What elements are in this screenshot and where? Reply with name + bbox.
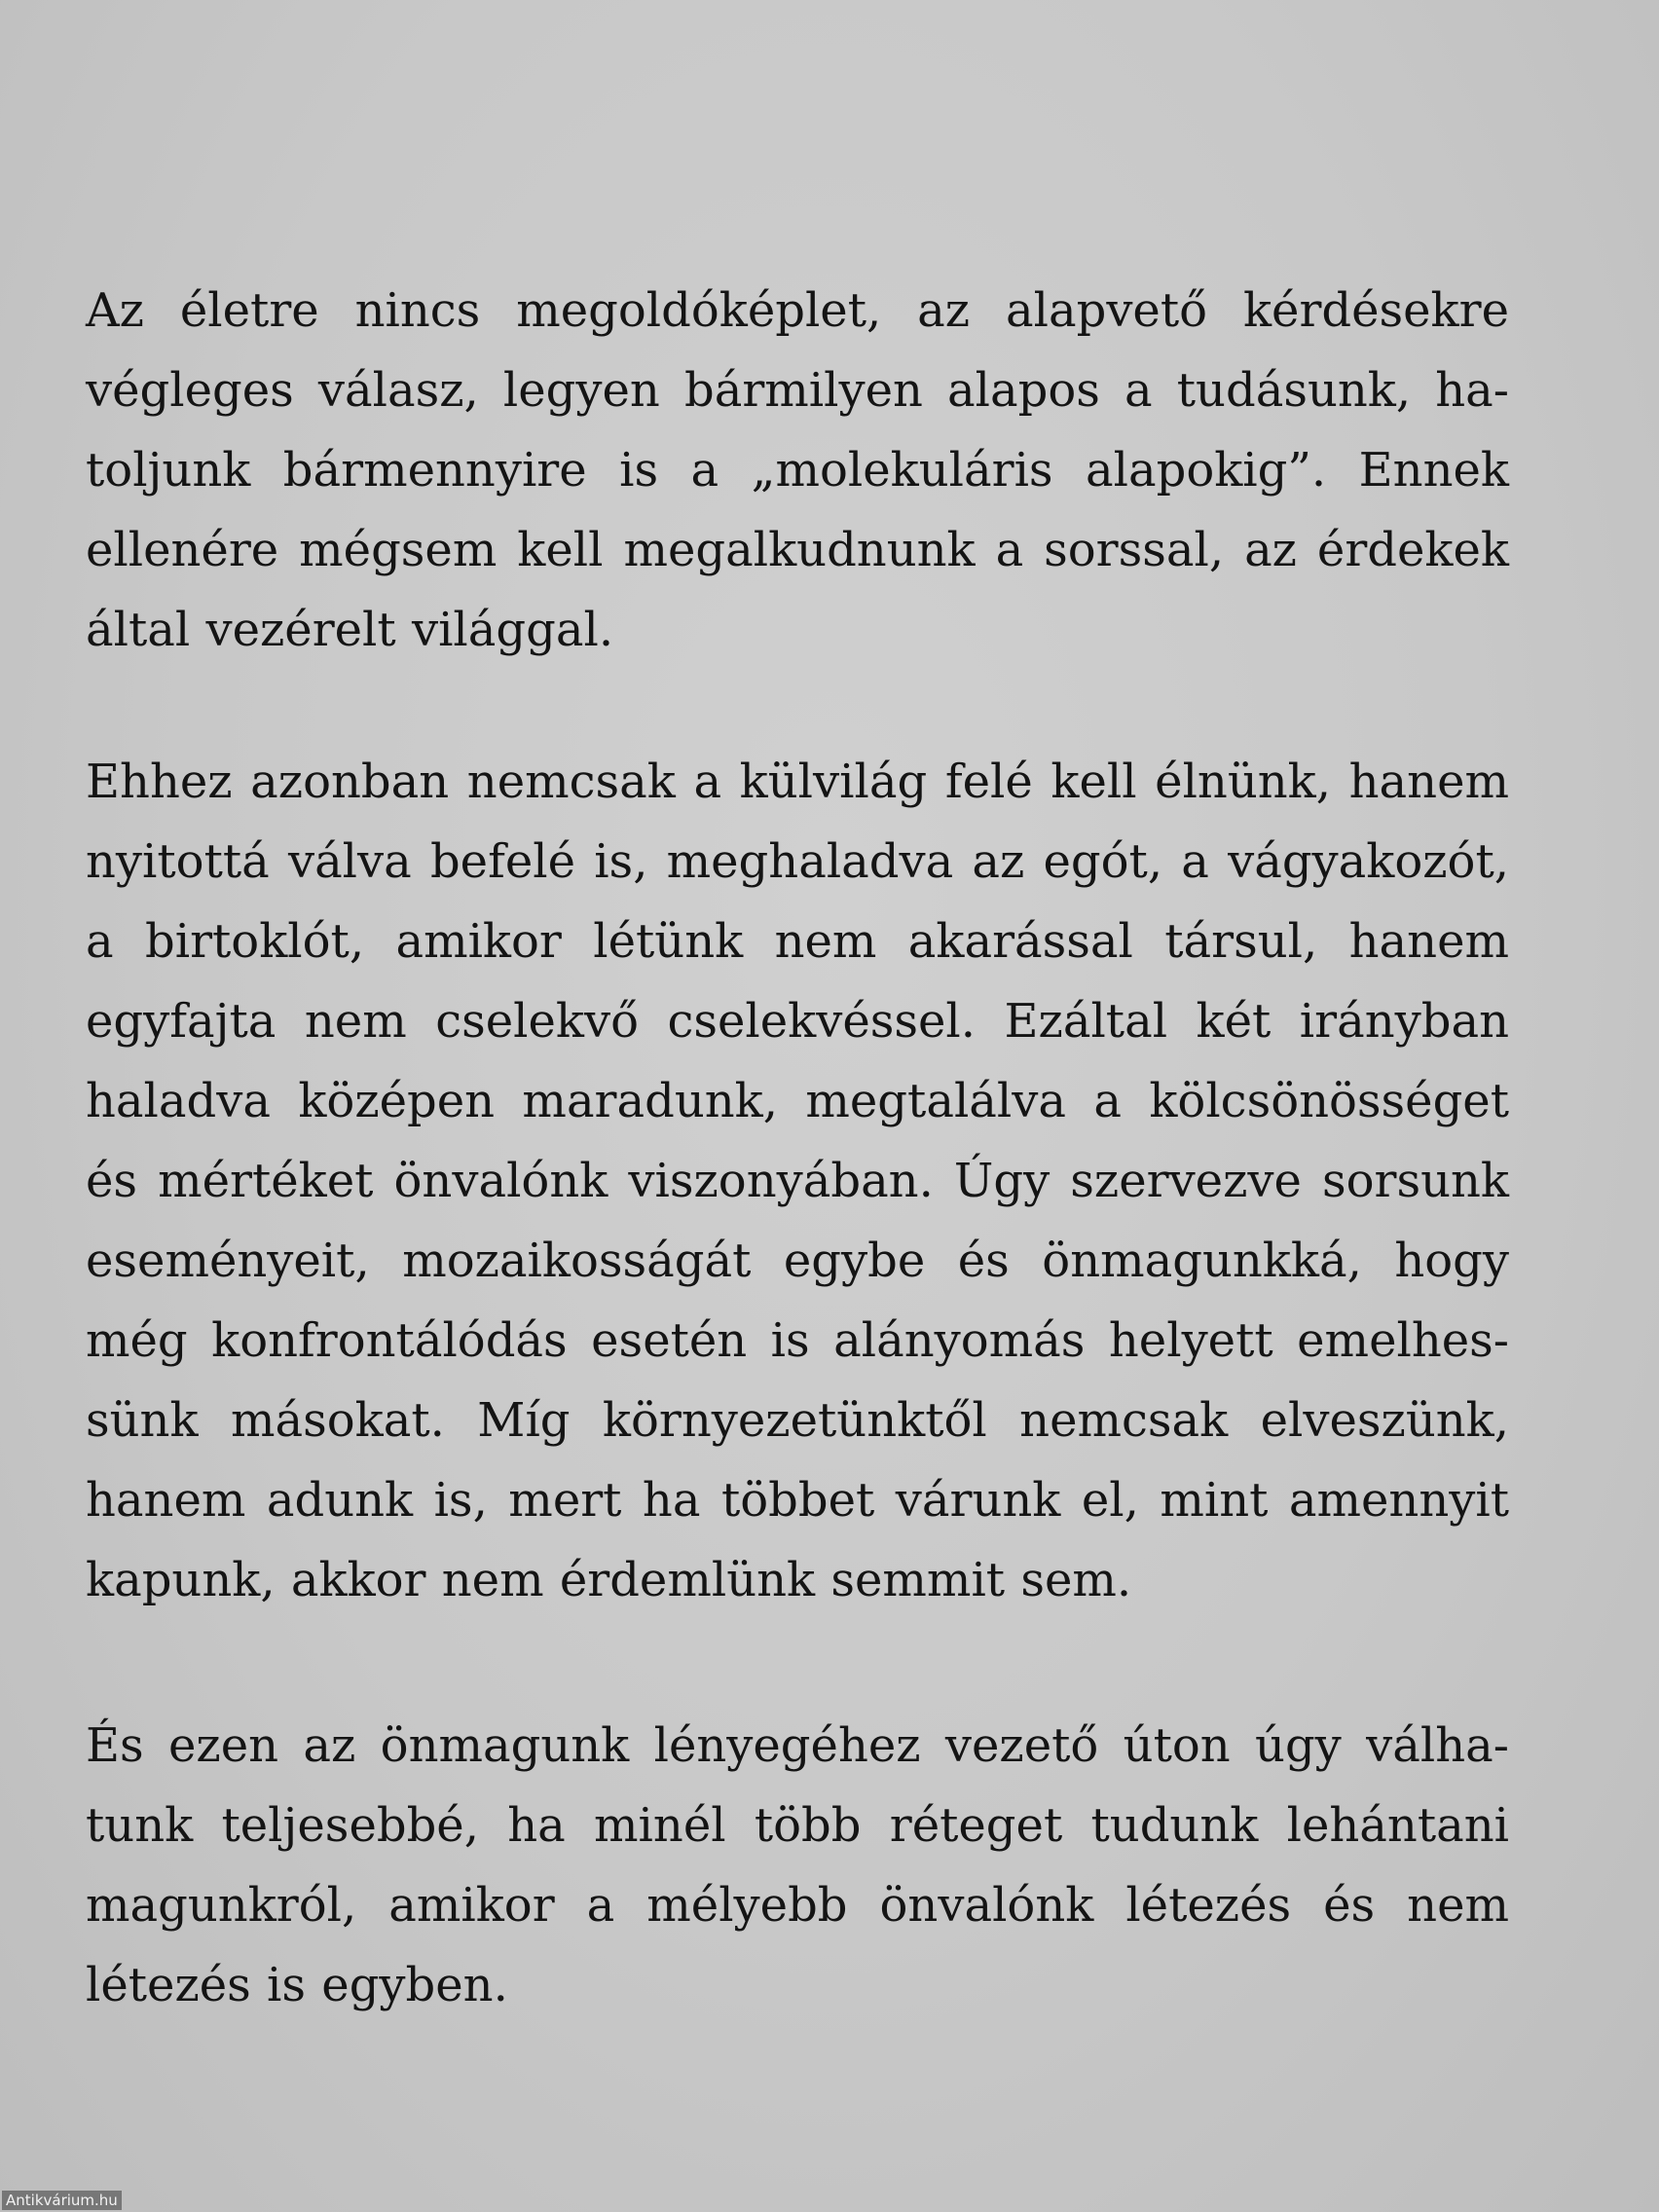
- text-line: hanem adunk is, mert ha többet várunk el, mint amennyit: [86, 1473, 1509, 1528]
- text-line: még konfrontálódás esetén is alányomás helyett emelhes-: [86, 1313, 1509, 1368]
- text-line: eseményeit, mozaikosságát egybe és önmagunkká, hogy: [86, 1234, 1509, 1288]
- text-line: tunk teljesebbé, ha minél több réteget tudunk lehántani: [86, 1798, 1509, 1853]
- text-line: által vezérelt világgal.: [86, 603, 614, 657]
- text-line: toljunk bármennyire is a „molekuláris alapokig”. Ennek: [86, 443, 1509, 498]
- text-line: És ezen az önmagunk lényegéhez vezető úton úgy válha-: [86, 1718, 1509, 1773]
- text-line: és mértéket önvalónk viszonyában. Úgy szervezve sorsunk: [86, 1154, 1509, 1208]
- text-line: ellenére mégsem kell megalkudnunk a sorssal, az érdekek: [86, 523, 1509, 577]
- paragraph-1: [86, 271, 1509, 670]
- text-line: nyitottá válva befelé is, meghaladva az egót, a vágyakozót,: [86, 834, 1509, 889]
- watermark: Antikvárium.hu: [2, 2191, 122, 2210]
- text-line: a birtoklót, amikor létünk nem akarással társul, hanem: [86, 914, 1509, 969]
- text-line: haladva középen maradunk, megtalálva a kölcsönösséget: [86, 1074, 1509, 1128]
- text-line: végleges válasz, legyen bármilyen alapos a tudásunk, ha-: [86, 363, 1509, 418]
- text-line: kapunk, akkor nem érdemlünk semmit sem.: [86, 1553, 1132, 1607]
- text-line: Az életre nincs megoldóképlet, az alapvető kérdésekre: [86, 283, 1509, 338]
- text-line: létezés is egyben.: [86, 1958, 508, 2012]
- paragraph-3: [86, 1706, 1509, 2025]
- text-line: Ehhez azonban nemcsak a külvilág felé kell élnünk, hanem: [86, 755, 1509, 809]
- text-line: sünk másokat. Míg környezetünktől nemcsak elveszünk,: [86, 1393, 1509, 1448]
- text-line: egyfajta nem cselekvő cselekvéssel. Ezáltal két irányban: [86, 994, 1509, 1049]
- paragraph-2: [86, 742, 1509, 1620]
- text-line: magunkról, amikor a mélyebb önvalónk létezés és nem: [86, 1878, 1509, 1933]
